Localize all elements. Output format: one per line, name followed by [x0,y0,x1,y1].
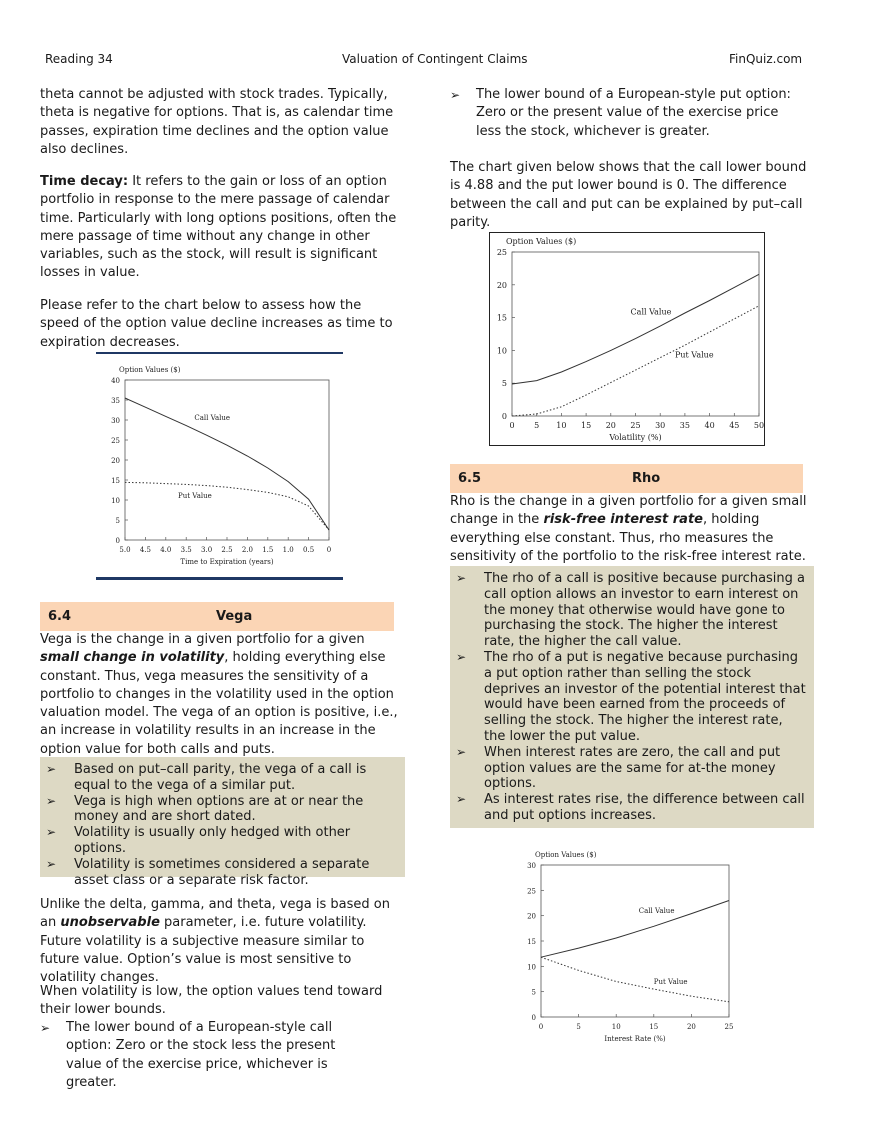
chart-intro-paragraph: Please refer to the chart below to assess how the speed of the option value decline increases as time to expiration decreases. [40,298,393,350]
lower-bound-chart-paragraph: The chart given below shows that the call lower bound is 4.88 and the put lower bound is 0. The difference between the call and put can be explained by put–call parity. [450,160,807,230]
series-label: Call Value [630,307,672,317]
series-label: Put Value [653,978,688,987]
list-item [40,762,399,794]
bullet-text: Volatility is sometimes considered a separate asset class or a separate risk factor. [74,856,370,888]
series-label: Call Value [638,907,675,916]
series-label: Put Value [178,492,212,500]
unobs-text-2: parameter, i.e. future volatility. Future volatility is a subjective measure similar to future value. Option’s value is most sensitive to volatility changes. [40,915,367,986]
y-tick-label: 25 [527,887,536,896]
time-decay-paragraph [40,173,400,283]
list-item [40,825,399,857]
arrowhead-bullet-icon: ➢ [456,571,467,585]
arrowhead-bullet-icon: ➢ [46,856,57,871]
list-item [450,571,808,650]
x-tick-label: 1.5 [262,546,274,554]
rho-bullet-list [450,566,814,824]
y-tick-label: 10 [111,497,120,505]
series-line-put-value [512,306,759,416]
x-tick-label: 2.0 [241,546,253,554]
bullet-text: As interest rates rise, the difference between call and put options increases. [484,792,805,823]
bullet-text: Volatility is usually only hedged with other options. [74,825,351,856]
x-tick-label: 0 [509,421,515,430]
x-tick-label: 25 [630,421,641,430]
y-tick-label: 15 [527,938,536,946]
plot-frame [125,380,329,540]
call-bound-list [40,1019,358,1092]
arrowhead-bullet-icon: ➢ [456,649,467,664]
y-tick-label: 5 [501,379,507,389]
running-header-left: Reading 34 [45,52,113,66]
y-tick-label: 25 [111,437,120,445]
y-tick-label: 10 [496,346,507,356]
y-axis-label: Option Values ($) [535,851,597,859]
x-tick-label: 0 [538,1023,544,1031]
list-item [450,86,795,141]
x-tick-label: 20 [605,421,616,430]
section-header-vega [40,602,394,631]
bullet-text: Vega is high when options are at or near the money and are short dated. [74,793,364,825]
arrowhead-bullet-icon: ➢ [456,744,467,759]
y-tick-label: 25 [496,248,507,257]
theta-paragraph: theta cannot be adjusted with stock trades. Typically, theta is negative for options. That is, as calendar time passes, expiration time declines and the option value also declines. [40,87,394,157]
series-line-call-value [541,901,729,958]
section-number: 6.4 [48,609,72,624]
bullet-text: The rho of a call is positive because purchasing a call option allows an investor to earn interest on the money that otherwise would have gone to purchasing the stock. The higher the interest rate, the higher the call value. [484,571,806,650]
series-line-put-value [541,957,729,1002]
bullet-text: The rho of a put is negative because purchasing a put option rather than selling the stock deprives an investor of the potential interest that would have been earned from the proceeds of selling the stock. The higher the interest rate, the lower the put value. [484,649,806,744]
y-tick-label: 30 [527,862,536,870]
low-volatility-paragraph: When volatility is low, the option values tend toward their lower bounds. [40,984,383,1018]
arrowhead-bullet-icon: ➢ [456,792,467,807]
rho-def-emphasis: risk-free interest rate [543,512,703,528]
y-tick-label: 15 [111,477,120,485]
series-line-call-value [512,274,759,384]
plot-frame [541,865,729,1017]
x-tick-label: 15 [649,1023,659,1031]
running-header-title: Valuation of Contingent Claims [342,52,528,66]
put-bound-list [450,86,795,141]
x-tick-label: 15 [581,421,592,430]
x-tick-label: 25 [724,1023,734,1031]
vega-def-emphasis: small change in volatility [40,650,225,666]
y-tick-label: 10 [527,963,536,972]
section-title: Vega [216,609,253,624]
y-tick-label: 0 [531,1014,536,1022]
vega-def-text-2: , holding everything else constant. Thus, vega measures the sensitivity of a portfolio to changes in the volatility used in the option valuation model. The vega of an option is positive, i.e., an increase in volatility results in an increase in the option value for both calls and puts. [40,650,398,757]
rho-def-text-2: , holding everything else constant. Thus, rho measures the sensitivity of the portfolio to the risk-free interest rate. [450,512,806,564]
arrowhead-bullet-icon: ➢ [40,1021,51,1035]
volatility-chart [491,234,763,444]
bullet-text: When interest rates are zero, the call and put option values are the same for at-the money options. [484,744,781,792]
vega-def-text: Vega is the change in a given portfolio for a given [40,632,365,647]
section-header-rho [450,464,803,493]
x-tick-label: 4.0 [160,546,172,554]
section-number: 6.5 [458,471,482,486]
arrowhead-bullet-icon: ➢ [450,88,461,102]
x-tick-label: 0 [326,546,332,554]
y-tick-label: 20 [111,457,120,465]
x-tick-label: 0.5 [303,546,315,554]
rho-bullet-box [450,566,814,828]
series-label: Call Value [194,414,231,422]
running-header-site: FinQuiz.com [729,52,803,66]
series-line-put-value [125,482,329,530]
y-tick-label: 15 [496,313,507,323]
x-axis-label: Volatility (%) [609,433,662,442]
x-axis-label: Time to Expiration (years) [180,558,274,566]
call-bound-text: The lower bound of a European-style call option: Zero or the stock less the present value of the exercise price, whichever is greater. [66,1020,336,1090]
chart-top-rule [96,352,343,354]
rho-definition-paragraph [450,493,810,566]
y-axis-label: Option Values ($) [506,237,577,246]
series-label: Put Value [675,350,714,360]
time-decay-term: Time decay: [40,174,129,189]
x-axis-label: Interest Rate (%) [604,1035,666,1043]
time-to-expiration-chart [100,356,340,576]
bullet-text: Based on put–call parity, the vega of a call is equal to the vega of a similar put. [74,762,367,793]
x-tick-label: 20 [686,1023,696,1031]
x-tick-label: 1.0 [282,546,294,554]
list-item [450,792,808,824]
unobs-text: Unlike the delta, gamma, and theta, vega is based on an [40,897,390,931]
y-tick-label: 5 [115,517,120,525]
y-tick-label: 20 [496,280,507,290]
x-tick-label: 4.5 [139,546,151,554]
y-tick-label: 0 [115,537,120,545]
unobs-emphasis: unobservable [60,915,160,931]
arrowhead-bullet-icon: ➢ [46,793,57,808]
vega-definition-paragraph [40,631,402,759]
x-tick-label: 10 [556,421,567,430]
x-tick-label: 40 [704,421,715,430]
vega-bullet-box [40,757,405,888]
x-tick-label: 2.5 [221,546,233,554]
x-tick-label: 10 [611,1023,621,1031]
x-tick-label: 5 [534,421,540,430]
y-tick-label: 30 [111,417,120,425]
arrowhead-bullet-icon: ➢ [46,825,57,840]
plot-frame [512,252,759,416]
y-tick-label: 35 [111,397,120,405]
interest-rate-chart [508,845,748,1047]
x-tick-label: 3.0 [201,546,213,554]
put-bound-text: The lower bound of a European-style put option: Zero or the present value of the exercise price less the stock, whichever is greater. [476,87,791,139]
x-tick-label: 35 [679,421,690,430]
x-tick-label: 30 [655,421,666,430]
x-tick-label: 45 [729,421,740,430]
y-tick-label: 5 [531,988,536,997]
unobservable-paragraph [40,896,402,987]
y-tick-label: 40 [111,377,120,385]
chart-bottom-rule [96,577,343,580]
rho-def-text: Rho is the change in a given portfolio for a given small change in the [450,494,807,528]
y-tick-label: 0 [501,412,507,421]
y-axis-label: Option Values ($) [119,366,181,374]
x-tick-label: 3.5 [180,546,192,554]
list-item [40,1019,358,1092]
y-tick-label: 20 [527,912,536,921]
time-decay-text: It refers to the gain or loss of an option portfolio in response to the mere passage of calendar time. Particularly with long options positions, often the mere passage of time without any change in other variables, such as the stock, will result is significant losses in value. [40,174,397,281]
list-item [40,794,399,826]
list-item [450,745,808,792]
vega-bullet-list [40,757,405,888]
section-title: Rho [632,471,661,486]
list-item [450,650,808,745]
arrowhead-bullet-icon: ➢ [46,762,57,776]
x-tick-label: 50 [753,421,765,430]
list-item [40,857,399,889]
x-tick-label: 5.0 [119,546,131,554]
x-tick-label: 5 [576,1023,581,1031]
